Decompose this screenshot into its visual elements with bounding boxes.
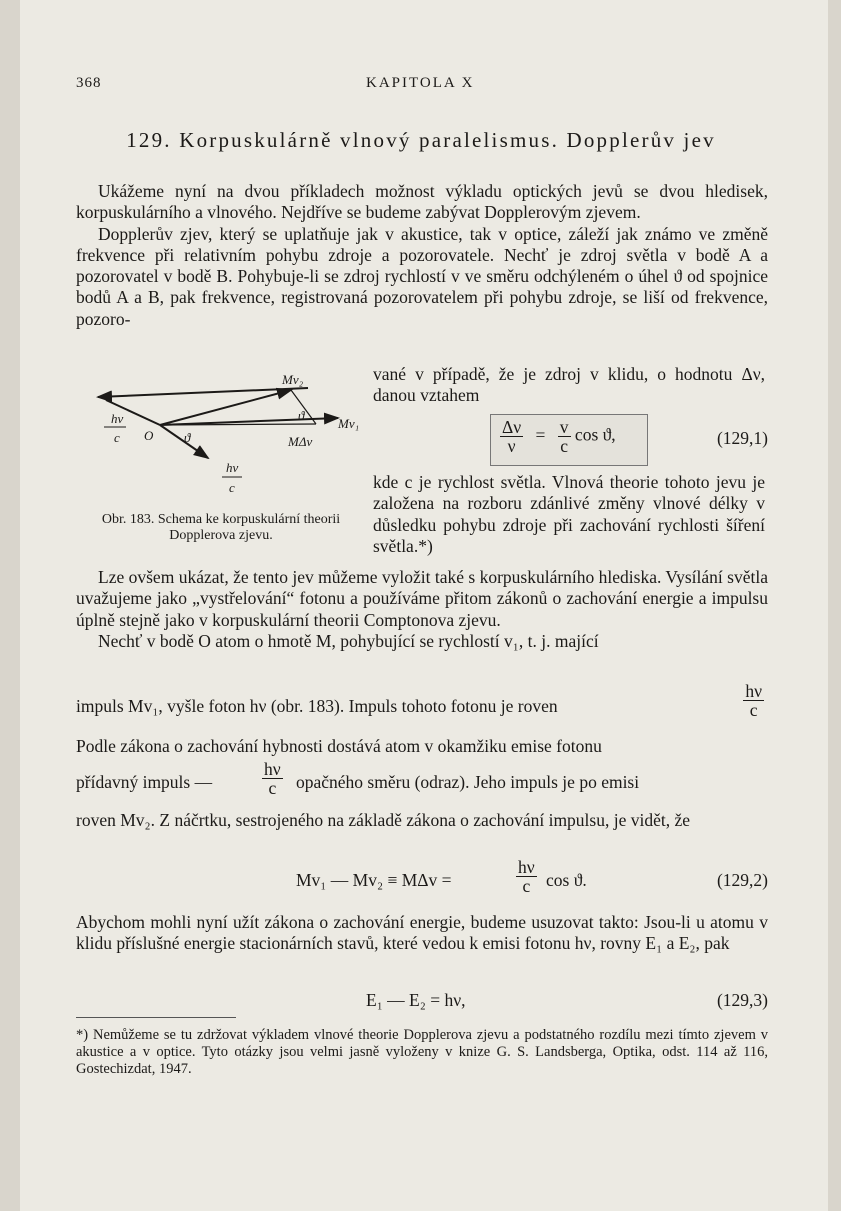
paragraph-corpuscular: Lze ovšem ukázat, že tento jev můžeme vyložit také s korpuskulárního hlediska. Vysílání světla uvažujeme jako „vystřelování“ fotonu a používáme přitom zákonů o zachování energie a impulsu úplně stejně jako v korpuskulární theorii Comptonova zjevu. (76, 567, 768, 630)
paragraph-intro: Ukážeme nyní na dvou příkladech možnost výkladu optických jevů se dvou hledisek, korpuskulárního a vlnového. Nejdříve se budeme zabývat Dopplerovým zjevem. (76, 181, 768, 223)
inline-fraction-hv-c: $\frac{h\nu}{c}$ (745, 681, 762, 720)
eq2-fraction: $\frac{h\nu}{c}$ (518, 857, 535, 896)
label-mv2: Mv₂ (282, 372, 304, 387)
equation-label-129-3: (129,3) (716, 990, 768, 1010)
text-block-main (76, 567, 768, 652)
footnote-rule (76, 1017, 236, 1018)
section-title: 129. Korpuskulárně vlnový paralelismus. Dopplerův jev (126, 128, 716, 152)
eq1-right-fraction: $\frac{v}{c}$ (559, 417, 569, 456)
label-origin: O (144, 428, 154, 443)
footnote: *) Nemůžeme se tu zdržovat výkladem vlnové theorie Dopplerova zjevu a podstatného rozdílu mezi tímto zjevem v akustice a v optice. Tyto otázky jsou velmi jasně vyloženy v knize G. S. Landsberga, Optika, odst. 114 až 116, Gostechizdat, 1947. (76, 1027, 768, 1077)
chapter-title: KAPITOLA X (366, 75, 475, 91)
label-theta-lower: ϑ (184, 430, 191, 445)
label-mv1: Mv₁ (338, 416, 360, 431)
page-number: 368 (76, 75, 102, 91)
eq1-left-fraction: $\frac{\Delta\nu}{\nu}$ (502, 417, 522, 456)
label-hv-left: hν (111, 411, 124, 426)
text-block-intro (76, 181, 768, 330)
text-block-right-2: kde c je rychlost světla. Vlnová theorie tohoto jevu je založena na rozboru zdánlivé změny vlnové délky v důsledku pohybu zdroje při zachování rychlosti šíření světla.*) (373, 472, 765, 556)
fraction-hv-c-2: $\frac{h\nu}{c}$ (264, 759, 281, 798)
figure-caption: Obr. 183. Schema ke korpuskulární theorii Dopplerova zjevu. (101, 512, 341, 543)
line-momentum: Podle zákona o zachování hybnosti dostává atom v okamžiku emise fotonu (76, 736, 602, 756)
label-c-left: c (114, 430, 120, 445)
text-block-right-1: vané v případě, že je zdroj v klidu, o hodnotu Δν, danou vztahem (373, 364, 765, 406)
label-theta-upper: ϑ (298, 408, 305, 423)
paragraph-sketch: roven Mv₂. Z náčrtku, sestrojeného na základě zákona o zachování impulsu, je vidět, že (76, 810, 691, 830)
paragraph-energy: Abychom mohli nyní užít zákona o zachování energie, budeme usuzovat takto: Jsou-li u atomu v klidu příslušné energie stacionárních stavů, které vedou k emisi fotonu hν, rovny E₁ a E₂, pak (76, 912, 768, 954)
paragraph-atom: Nechť v bodě O atom o hmotě M, pohybující se rychlostí v₁, t. j. mající (98, 630, 599, 651)
book-page: 368 KAPITOLA X 129. Korpuskulárně vlnový paralelismus. Dopplerův jev Ukážeme nyní na dvou příkladech možnost výkladu optických jevů se dvou hledisek, korpuskulárního a vlnového. Nejdříve se budeme zabývat Dopplerovým zjevem. Dopplerův zjev, který se uplatňuje jak v akustice, tak v optice, záleží jak známo ve změně frekvence při relativním pohybu zdroje a pozorovatele. Nechť je zdroj světla v bodě A a pozorovatel v bodě B. Pohybuje-li se zdroj rychlostí v ve směru odchýleném o úhel ϑ od spojnice bodů A a B, pak frekvence, registrovaná pozorovatelem při pohybu zdroje, se liší od frekvence, pozoro- Mv₂ Mv₁ MΔv ϑ ϑ O hν c hν c Obr. 183. Schema ke korpuskulární theorii Dopplerova zjevu. vané v případě, že je zdroj v klidu, o hodnotu Δν, danou vztahem $\frac{\Delta\nu}{\nu}$ = $\frac{v}{c}$ cos ϑ, (129,1) kde c je rychlost světla. Vlnová theorie tohoto jevu je založena na rozboru zdánlivé změny vlnové délky v důsledku pohybu zdroje při zachování rychlosti šíření světla.*) Lze ovšem ukázat, že tento jev můžeme vyložit také s korpuskulárního hlediska. Vysílání světla uvažujeme jako „vystřelování“ fotonu a používáme přitom zákonů o zachování energie a impulsu úplně stejně jako v korpuskulární theorii Comptonova zjevu. Nechť v bodě O atom o hmotě M, pohybující se rychlostí v₁, t. j. mající impuls Mv₁, vyšle foton hν (obr. 183). Impuls tohoto fotonu je roven $\frac{h\nu}{c}$ Podle zákona o zachování hybnosti dostává atom v okamžiku emise fotonu přídavný impuls — $\frac{h\nu}{c}$ opačného směru (odraz). Jeho impuls je po emisi roven Mv₂. Z náčrtku, sestrojeného na základě zákona o zachování impulsu, je vidět, že Mv₁ — Mv₂ ≡ MΔv = $\frac{h\nu}{c}$ cos ϑ. (129,2) Abychom mohli nyní užít zákona o zachování energie, budeme usuzovat takto: Jsou-li u atomu v klidu příslušné energie stacionárních stavů, které vedou k emisi fotonu hν, rovny E₁ a E₂, pak E₁ — E₂ = hν, (129,3) *) Nemůžeme se tu zdržovat výkladem vlnové theorie Dopplerova zjevu a podstatného rozdílu mezi tímto zjevem v akustice a v optice. Tyto otázky jsou velmi jasně vyloženy v knize G. S. Landsberga, Optika, odst. 114 až 116, Gostechizdat, 1947. (20, 0, 828, 1211)
equation-label-129-1: (129,1) (716, 428, 768, 448)
label-mdv: MΔv (288, 434, 313, 449)
label-c-bottom: c (229, 480, 235, 495)
figure-183-vector-diagram (76, 360, 366, 510)
label-hv-bottom: hν (226, 460, 239, 475)
equation-label-129-2: (129,2) (716, 870, 768, 890)
paragraph-doppler-definition: Dopplerův zjev, který se uplatňuje jak v akustice, tak v optice, záleží jak známo ve změně frekvence při relativním pohybu zdroje a pozorovatele. Nechť je zdroj světla v bodě A a pozorovatel v bodě B. Pohybuje-li se zdroj rychlostí v ve směru odchýleném o úhel ϑ od spojnice bodů A a B, pak frekvence, registrovaná pozorovatelem při pohybu zdroje, se liší od frekvence, pozoro- (76, 223, 768, 329)
